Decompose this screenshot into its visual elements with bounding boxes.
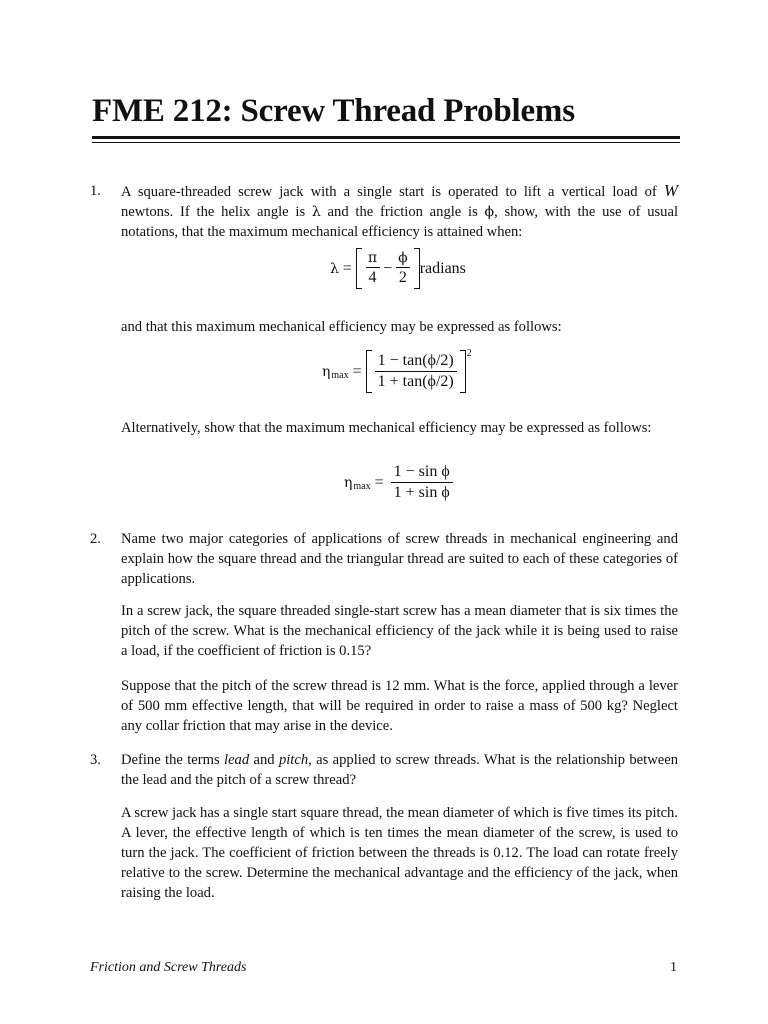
- question-3-text-1: Define the terms lead and pitch, as applied to screw threads. What is the relationship between the lead and the pitch of a screw thread?: [121, 752, 678, 788]
- question-1-text-2: and that this maximum mechanical efficiency may be expressed as follows:: [121, 319, 562, 335]
- footer-title: Friction and Screw Threads: [90, 960, 247, 975]
- question-2-text-1: Name two major categories of applications of screw threads in mechanical engineering and explain how the square thread and the triangular thread are suited to each of these categories of applications.: [121, 531, 678, 587]
- page-number: 1: [670, 960, 677, 975]
- phi-symbol: ϕ: [484, 204, 495, 220]
- question-2-text-3: Suppose that the pitch of the screw thread is 12 mm. What is the force, applied through a lever of 500 mm effective length, that will be required in order to raise a mass of 500 kg? Neglect any collar friction that may arise in the device.: [121, 678, 678, 734]
- title-rule-thick: [92, 136, 680, 139]
- equation-max-efficiency-tan: η max = $\frac{1 - \tan(\phi/2)}{1 + \tan(\phi/2)}$ 2: [322, 348, 472, 390]
- question-2-text-2: In a screw jack, the square threaded single-start screw has a mean diameter that is six times the pitch of the screw. What is the mechanical efficiency of the jack while it is being used to raise a load, if the coefficient of friction is 0.15?: [121, 603, 678, 659]
- question-number: 1.: [90, 183, 101, 199]
- question-1-text-3: Alternatively, show that the maximum mechanical efficiency may be expressed as follows:: [121, 420, 652, 436]
- question-number: 2.: [90, 531, 101, 547]
- question-number: 3.: [90, 752, 101, 768]
- question-3-text-2: A screw jack has a single start square thread, the mean diameter of which is five times its pitch. A lever, the effective length of which is ten times the mean diameter of the screw, is used to turn the jack. The coefficient of friction between the threads is 0.12. The load can rotate freely relative to the screw. Determine the mechanical advantage and the efficiency of the jack, when raising the load.: [121, 805, 678, 901]
- equation-max-efficiency-sin: η max = $\frac{\text{1 − sin ϕ}}{\text{1 + sin ϕ}}$: [344, 463, 456, 502]
- question-1-intro: A square-threaded screw jack with a single start is operated to lift a vertical load of W newtons. If the helix angle is λ and the friction angle is ϕ, show, with the use of usual notations, that the maximum mechanical efficiency is attained when:: [121, 181, 678, 240]
- title-rule-thin: [92, 142, 680, 143]
- term-lead: lead: [224, 752, 250, 768]
- load-symbol: W: [663, 181, 678, 200]
- lambda-symbol: λ: [311, 204, 321, 220]
- term-pitch: pitch: [278, 752, 309, 768]
- equation-helix-angle: λ = $\frac{\pi}{4}$ − $\frac{\phi}{2}$ radians: [330, 250, 466, 286]
- page-title: FME 212: Screw Thread Problems: [92, 93, 575, 129]
